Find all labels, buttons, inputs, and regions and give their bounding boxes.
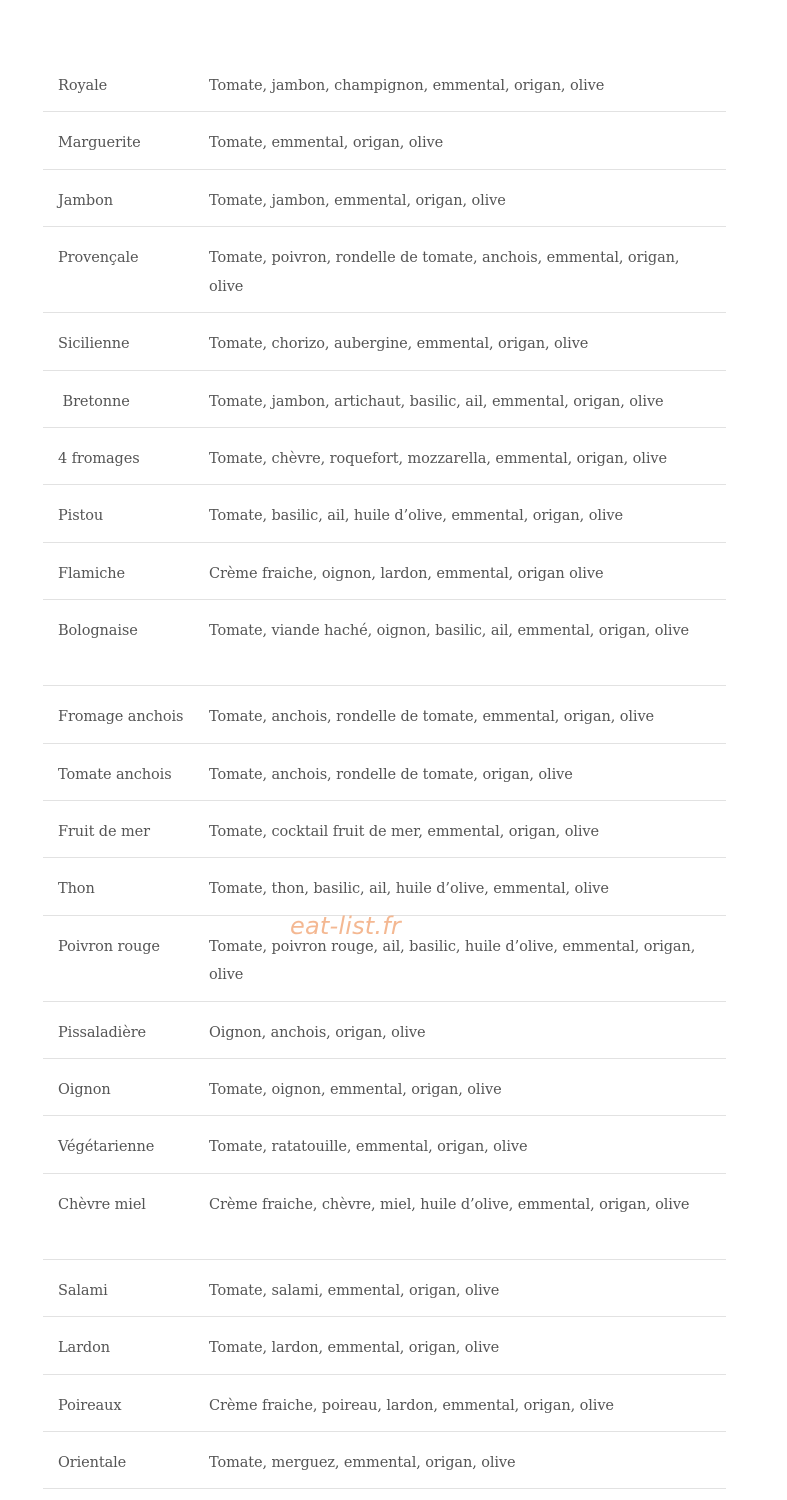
- pizza-ingredients: Tomate, anchois, rondelle de tomate, origan, olive: [209, 766, 573, 783]
- table-row: [43, 858, 726, 915]
- table-row: [43, 485, 726, 542]
- pizza-name: Thon: [58, 881, 95, 898]
- pizza-ingredients: Tomate, chorizo, aubergine, emmental, origan, olive: [209, 336, 589, 353]
- table-row: [43, 170, 726, 227]
- table-row: [43, 1317, 726, 1374]
- pizza-ingredients: Tomate, lardon, emmental, origan, olive: [209, 1340, 500, 1357]
- table-row: [43, 916, 726, 1002]
- watermark-logo: eat-list.fr: [290, 912, 401, 940]
- pizza-ingredients: Tomate, basilic, ail, huile d’olive, emmental, origan, olive: [209, 508, 623, 525]
- pizza-name: Bolognaise: [58, 623, 138, 640]
- pizza-name: Bretonne: [58, 393, 130, 410]
- pizza-ingredients: Tomate, anchois, rondelle de tomate, emmental, origan, olive: [209, 709, 655, 726]
- table-row: [43, 227, 726, 313]
- pizza-ingredients: Tomate, poivron rouge, ail, basilic, huile d’olive, emmental, origan, olive: [209, 938, 696, 984]
- pizza-ingredients: Tomate, jambon, artichaut, basilic, ail, emmental, origan, olive: [209, 393, 664, 410]
- pizza-name: Pistou: [58, 508, 104, 525]
- table-row: [43, 686, 726, 743]
- pizza-name: Jambon: [58, 192, 113, 209]
- pizza-name: Fromage anchois: [58, 709, 184, 726]
- table-row: [43, 1116, 726, 1173]
- pizza-ingredients: Tomate, thon, basilic, ail, huile d’olive, emmental, olive: [209, 881, 609, 898]
- table-row: [43, 1432, 726, 1489]
- table-row: [43, 371, 726, 428]
- table-row: [43, 543, 726, 600]
- table-row: [43, 1260, 726, 1317]
- pizza-ingredients: Crème fraiche, oignon, lardon, emmental, origan olive: [209, 565, 604, 582]
- pizza-name: Royale: [58, 78, 108, 94]
- table-row: [43, 1059, 726, 1116]
- table-row: [43, 112, 726, 169]
- table-row: [43, 313, 726, 370]
- pizza-ingredients: Tomate, viande haché, oignon, basilic, ail, emmental, origan, olive: [209, 623, 690, 640]
- pizza-name: Orientale: [58, 1455, 127, 1472]
- pizza-ingredients: Tomate, oignon, emmental, origan, olive: [209, 1082, 502, 1099]
- table-row: [43, 428, 726, 485]
- table-row: [43, 1002, 726, 1059]
- pizza-name: Végétarienne: [58, 1139, 155, 1156]
- pizza-ingredients: Tomate, salami, emmental, origan, olive: [209, 1282, 500, 1299]
- pizza-ingredients: Tomate, emmental, origan, olive: [209, 135, 444, 152]
- pizza-ingredients: Tomate, jambon, champignon, emmental, origan, olive: [209, 78, 605, 94]
- pizza-ingredients: Tomate, jambon, emmental, origan, olive: [209, 192, 506, 209]
- table-row: [43, 55, 726, 112]
- pizza-name: Chèvre miel: [58, 1196, 146, 1213]
- pizza-name: Lardon: [58, 1340, 110, 1357]
- pizza-name: 4 fromages: [58, 450, 140, 467]
- pizza-ingredients: Crème fraiche, chèvre, miel, huile d’olive, emmental, origan, olive: [209, 1196, 690, 1213]
- table-row: [43, 600, 726, 686]
- pizza-name: Oignon: [58, 1082, 111, 1099]
- table-row: [43, 801, 726, 858]
- pizza-ingredients: Crème fraiche, poireau, lardon, emmental, origan, olive: [209, 1397, 614, 1414]
- table-row: [43, 744, 726, 801]
- pizza-name: Pissaladière: [58, 1024, 147, 1041]
- pizza-name: Tomate anchois: [58, 766, 172, 783]
- pizza-name: Sicilienne: [58, 336, 130, 353]
- pizza-name: Fruit de mer: [58, 823, 150, 840]
- pizza-ingredients: Tomate, ratatouille, emmental, origan, olive: [209, 1139, 528, 1156]
- pizza-ingredients: Oignon, anchois, origan, olive: [209, 1024, 426, 1041]
- pizza-name: Marguerite: [58, 135, 141, 152]
- pizza-ingredients: Tomate, merguez, emmental, origan, olive: [209, 1455, 516, 1472]
- pizza-name: Poivron rouge: [58, 938, 160, 955]
- pizza-name: Salami: [58, 1282, 108, 1299]
- pizza-ingredients: Tomate, cocktail fruit de mer, emmental, origan, olive: [209, 823, 599, 840]
- pizza-menu-table: [43, 55, 726, 1489]
- table-row: [43, 1174, 726, 1260]
- pizza-ingredients: Tomate, poivron, rondelle de tomate, anchois, emmental, origan, olive: [209, 250, 680, 295]
- pizza-ingredients: Tomate, chèvre, roquefort, mozzarella, emmental, origan, olive: [209, 450, 667, 467]
- pizza-name: Provençale: [58, 250, 139, 267]
- table-row: [43, 1375, 726, 1432]
- pizza-name: Poireaux: [58, 1397, 122, 1414]
- pizza-name: Flamiche: [58, 565, 125, 582]
